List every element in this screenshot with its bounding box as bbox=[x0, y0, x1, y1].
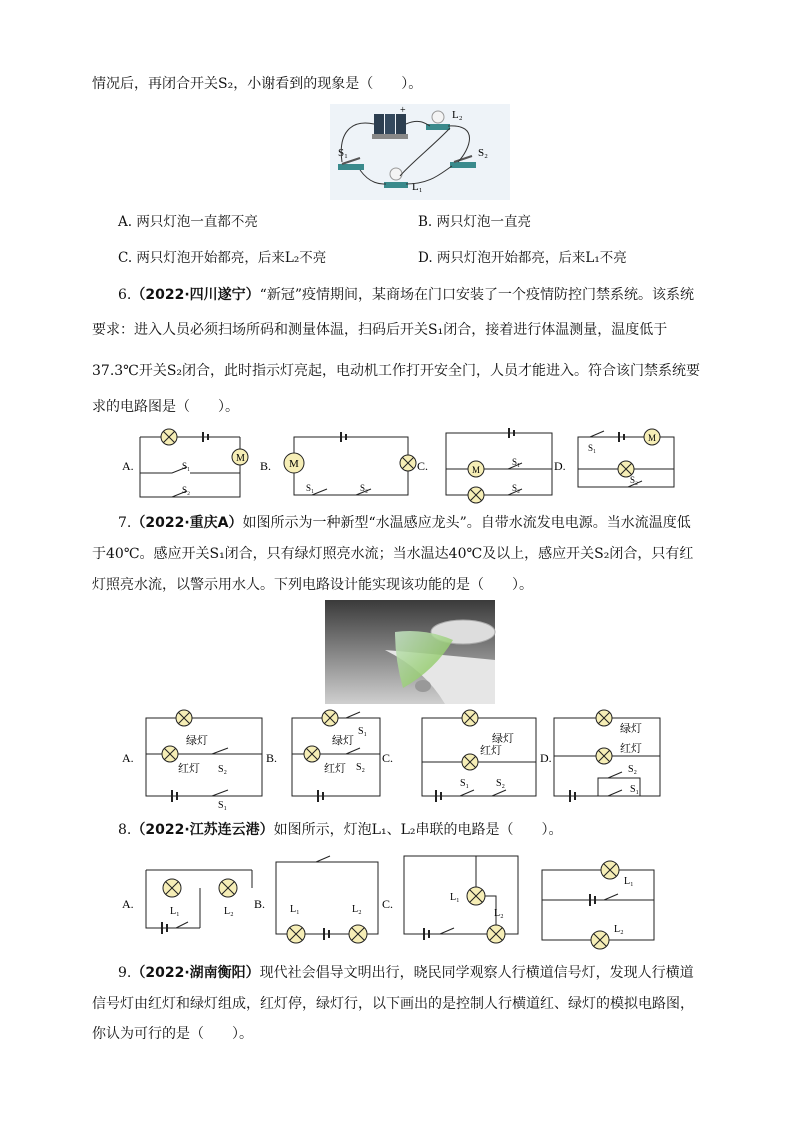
svg-text:S₁: S₁ bbox=[358, 726, 368, 737]
q8-circuit-b bbox=[276, 856, 378, 943]
svg-text:红灯: 红灯 bbox=[480, 745, 502, 757]
svg-text:L₂: L₂ bbox=[494, 908, 504, 919]
q7-circuit-b bbox=[292, 710, 380, 802]
battery-icon bbox=[372, 114, 408, 139]
q7-faucet-photo bbox=[325, 600, 495, 704]
svg-text:红灯: 红灯 bbox=[178, 763, 200, 775]
svg-text:S₂: S₂ bbox=[496, 778, 506, 789]
q6-text1: “新冠”疫情期间，某商场在门口安装了一个疫情防控门禁系统。该系统 bbox=[259, 287, 694, 303]
q8-source: （2022·江苏连云港） bbox=[131, 822, 274, 838]
svg-text:S₁: S₁ bbox=[588, 443, 597, 453]
svg-text:L₁: L₁ bbox=[290, 904, 300, 915]
q8-circuit-c bbox=[404, 856, 518, 943]
q6-line3: 37.3℃开关S₂闭合，此时指示灯亮起，电动机工作打开安全门，人员才能进入。符合该门禁系统要 bbox=[92, 363, 701, 379]
q5-stem-tail: 情况后，再闭合开关S₂，小谢看到的现象是（ ）。 bbox=[92, 76, 423, 92]
q8-line1 bbox=[118, 820, 562, 840]
svg-text:L₁: L₁ bbox=[170, 906, 180, 917]
s1-label: S₁ bbox=[338, 147, 348, 159]
q5-option-b[interactable]: B. 两只灯泡一直亮 bbox=[418, 214, 532, 230]
svg-text:红灯: 红灯 bbox=[620, 743, 642, 755]
q7-line3: 灯照亮水流，以警示用水人。下列电路设计能实现该功能的是（ ）。 bbox=[92, 577, 533, 593]
q7-source: （2022·重庆A） bbox=[131, 515, 243, 531]
svg-text:S₁: S₁ bbox=[218, 800, 228, 811]
q6-line2: 要求：进入人员必须扫场所码和测量体温，扫码后开关S₁闭合，接着进行体温测量，温度低于 bbox=[92, 322, 668, 338]
svg-text:S₁: S₁ bbox=[306, 483, 315, 493]
svg-text:M: M bbox=[236, 453, 245, 464]
q7-circuit-c bbox=[422, 710, 536, 802]
q6-circuits bbox=[112, 425, 692, 505]
q6-option-c-letter: C. bbox=[417, 459, 429, 473]
q9-line3: 你认为可行的是（ ）。 bbox=[92, 1026, 253, 1042]
q8-circuit-a bbox=[146, 870, 252, 934]
q6-circuit-d bbox=[578, 429, 674, 487]
q9-line2: 信号灯由红灯和绿灯组成，红灯停，绿灯行，以下画出的是控制人行横道红、绿灯的模拟电路图， bbox=[92, 996, 694, 1012]
svg-text:S₂: S₂ bbox=[182, 485, 191, 495]
q7-option-a-letter: A. bbox=[122, 751, 134, 765]
q9-line1 bbox=[118, 963, 694, 983]
q7-number: 7. bbox=[118, 515, 132, 531]
q6-circuit-b bbox=[284, 432, 416, 495]
q7-circuit-a bbox=[146, 710, 262, 811]
q6-source: （2022·四川遂宁） bbox=[131, 287, 260, 303]
svg-text:S₁: S₁ bbox=[182, 461, 191, 471]
q6-number: 6. bbox=[118, 287, 132, 303]
svg-text:绿灯: 绿灯 bbox=[620, 723, 642, 735]
svg-text:绿灯: 绿灯 bbox=[332, 735, 354, 747]
s2-label: S₂ bbox=[478, 147, 488, 159]
q7-text1: 如图所示为一种新型“水温感应龙头”。自带水流发电电源。当水流温度低 bbox=[242, 515, 691, 531]
q5-option-c[interactable]: C. 两只灯泡开始都亮，后来L₂不亮 bbox=[118, 250, 327, 266]
q8-number: 8. bbox=[118, 822, 132, 838]
q8-text1: 如图所示，灯泡L₁、L₂串联的电路是（ ）。 bbox=[273, 822, 563, 838]
svg-text:红灯: 红灯 bbox=[324, 763, 346, 775]
q8-option-c-letter: C. bbox=[382, 897, 394, 911]
svg-text:L₂: L₂ bbox=[352, 904, 362, 915]
svg-text:S₂: S₂ bbox=[360, 483, 369, 493]
svg-text:S₁: S₁ bbox=[630, 784, 640, 795]
svg-text:M: M bbox=[648, 433, 657, 443]
svg-text:L₂: L₂ bbox=[614, 924, 624, 935]
q7-line1 bbox=[118, 513, 691, 533]
svg-text:S₂: S₂ bbox=[512, 483, 521, 493]
l1-label: L₁ bbox=[412, 181, 423, 193]
l2-label: L₂ bbox=[452, 109, 463, 121]
svg-text:S₂: S₂ bbox=[628, 764, 638, 775]
q8-option-b-letter: B. bbox=[254, 897, 266, 911]
q7-circuits bbox=[120, 706, 680, 810]
svg-text:M: M bbox=[289, 458, 299, 470]
svg-text:S₁: S₁ bbox=[460, 778, 470, 789]
svg-text:L₂: L₂ bbox=[224, 906, 234, 917]
q6-option-b-letter: B. bbox=[260, 459, 272, 473]
q8-circuits bbox=[120, 852, 670, 952]
q9-source: （2022·湖南衡阳） bbox=[131, 965, 260, 981]
q7-line2: 于40℃。感应开关S₁闭合，只有绿灯照亮水流；当水温达40℃及以上，感应开关S₂闭合，只有红 bbox=[92, 546, 694, 562]
svg-text:绿灯: 绿灯 bbox=[492, 733, 514, 745]
q5-option-d[interactable]: D. 两只灯泡开始都亮，后来L₁不亮 bbox=[418, 250, 627, 266]
q8-option-a-letter: A. bbox=[122, 897, 134, 911]
q6-circuit-c bbox=[446, 428, 552, 503]
q6-line4: 求的电路图是（ ）。 bbox=[92, 399, 239, 415]
q6-line1 bbox=[118, 285, 694, 305]
q9-number: 9. bbox=[118, 965, 132, 981]
svg-text:S₂: S₂ bbox=[356, 762, 366, 773]
q5-circuit-figure bbox=[330, 104, 510, 200]
q5-option-a[interactable]: A. 两只灯泡一直都不亮 bbox=[118, 214, 258, 230]
plus-label: + bbox=[400, 105, 406, 116]
svg-text:L₁: L₁ bbox=[624, 876, 634, 887]
svg-text:S₂: S₂ bbox=[218, 764, 228, 775]
q7-option-b-letter: B. bbox=[266, 751, 278, 765]
q6-circuit-a bbox=[140, 429, 248, 497]
q7-option-d-letter: D. bbox=[540, 751, 552, 765]
q7-circuit-d bbox=[554, 710, 660, 802]
q8-circuit-d bbox=[542, 861, 654, 949]
q7-option-c-letter: C. bbox=[382, 751, 394, 765]
svg-text:绿灯: 绿灯 bbox=[186, 735, 208, 747]
q6-option-d-letter: D. bbox=[554, 459, 566, 473]
q6-option-a-letter: A. bbox=[122, 459, 134, 473]
q9-text1: 现代社会倡导文明出行，晓民同学观察人行横道信号灯，发现人行横道 bbox=[259, 965, 694, 981]
svg-text:L₁: L₁ bbox=[450, 892, 460, 903]
svg-text:M: M bbox=[472, 465, 481, 475]
svg-text:S₂: S₂ bbox=[630, 475, 639, 485]
svg-text:S₁: S₁ bbox=[512, 457, 521, 467]
